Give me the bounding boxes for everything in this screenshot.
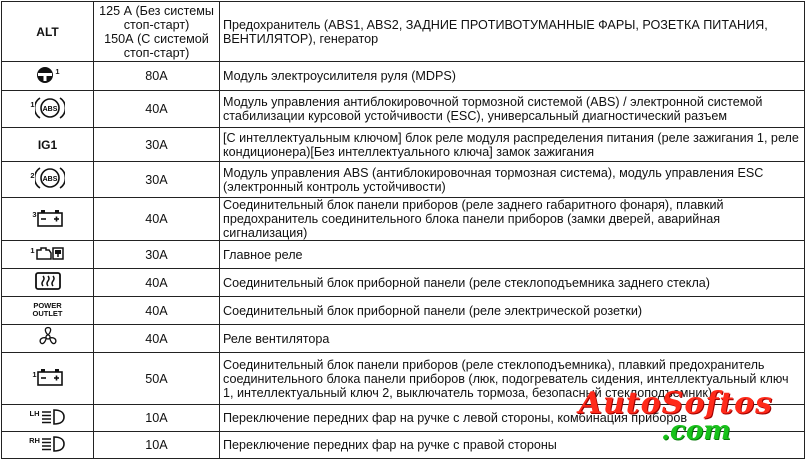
fan-icon — [36, 326, 60, 351]
amperage-value: 40A — [145, 102, 168, 116]
description-text: Главное реле — [223, 247, 303, 262]
description-cell — [220, 297, 805, 325]
symbol-cell — [2, 405, 94, 432]
rear-defroster-icon — [35, 272, 61, 293]
amperage-cell — [94, 297, 220, 325]
amperage-value: 40A — [145, 331, 168, 346]
description-cell — [220, 353, 805, 405]
description-text: Предохранитель (ABS1, ABS2, ЗАДНИЕ ПРОТИВОТУМАННЫЕ ФАРЫ, РОЗЕТКА ПИТАНИЯ, ВЕНТИЛЯТОР), генератор — [223, 17, 768, 46]
table-row — [2, 2, 805, 62]
symbol-index: 2 — [30, 170, 35, 180]
amperage-cell — [94, 128, 220, 162]
battery-icon — [37, 209, 63, 230]
description-cell — [220, 198, 805, 241]
description-cell — [220, 2, 805, 62]
symbol-cell — [2, 198, 94, 241]
symbol-cell — [2, 128, 94, 162]
amperage-cell — [94, 269, 220, 297]
steering-wheel-icon — [35, 66, 55, 87]
symbol-index: LH — [29, 409, 40, 419]
description-cell — [220, 269, 805, 297]
amperage-cell — [94, 198, 220, 241]
symbol-index: 1 — [30, 245, 35, 255]
power-outlet-label: POWER OUTLET — [32, 301, 63, 318]
description-text: Соединительный блок панели приборов (реле заднего габаритного фонаря), плавкий предохранитель соединительного блока панели приборов (замки дверей, аварийная сигнализация) — [223, 198, 724, 240]
amperage-cell — [94, 2, 220, 62]
amperage-value: 40A — [145, 303, 168, 318]
description-cell — [220, 162, 805, 198]
description-text: [С интеллектуальным ключом] блок реле модуля распределения питания (реле зажигания 1, реле кондиционера)[Без интеллектуального ключа] замок зажигания — [223, 130, 799, 159]
amperage-value: 125 А (Без системы стоп-старт) 150А (С системой стоп-старт) — [99, 3, 214, 60]
abs-icon — [35, 95, 65, 124]
description-cell — [220, 241, 805, 269]
amperage-cell — [94, 162, 220, 198]
description-cell — [220, 405, 805, 432]
amperage-value: 10A — [145, 438, 168, 452]
symbol-cell — [2, 325, 94, 353]
table-row — [2, 162, 805, 198]
amperage-value: 40A — [145, 212, 168, 226]
symbol-index: 3 — [32, 210, 37, 220]
symbol-cell — [2, 2, 94, 62]
table-row — [2, 432, 805, 459]
headlamp-icon — [40, 435, 66, 456]
description-text: Модуль электроусилителя руля (MDPS) — [223, 69, 456, 83]
symbol-cell — [2, 62, 94, 91]
description-cell — [220, 62, 805, 91]
amperage-cell — [94, 325, 220, 353]
amperage-cell — [94, 353, 220, 405]
description-text: Переключение передних фар на ручке с правой стороны — [223, 438, 557, 452]
watermark-line2: .com — [660, 416, 731, 446]
alt-label: ALT — [36, 24, 59, 39]
symbol-index: 1 — [30, 100, 35, 110]
description-cell — [220, 325, 805, 353]
table-row — [2, 241, 805, 269]
description-cell — [220, 128, 805, 162]
symbol-cell — [2, 241, 94, 269]
battery-icon — [37, 368, 63, 389]
description-text: Модуль управления ABS (антиблокировочная тормозная система), модуль управления ESC (электронный контроль устойчивости) — [223, 165, 764, 194]
amperage-cell — [94, 432, 220, 459]
amperage-value: 10A — [145, 411, 168, 425]
symbol-cell — [2, 162, 94, 198]
table-row — [2, 198, 805, 241]
amperage-cell — [94, 405, 220, 432]
description-text: Соединительный блок приборной панели (реле стеклоподъемника заднего стекла) — [223, 275, 710, 290]
table-row — [2, 128, 805, 162]
watermark-line1: AutoSoftos — [578, 386, 773, 421]
amperage-cell — [94, 91, 220, 128]
amperage-value: 50A — [145, 371, 168, 386]
description-cell — [220, 432, 805, 459]
symbol-index: 1 — [32, 369, 37, 379]
table-row — [2, 405, 805, 432]
symbol-cell — [2, 269, 94, 297]
symbol-index: RH — [29, 436, 40, 446]
symbol-cell — [2, 297, 94, 325]
svg-text:ABS: ABS — [42, 176, 57, 183]
symbol-cell — [2, 353, 94, 405]
table-row — [2, 62, 805, 91]
main-relay-icon — [35, 245, 65, 264]
symbol-cell — [2, 432, 94, 459]
table-row — [2, 297, 805, 325]
svg-text:ABS: ABS — [42, 105, 57, 113]
table-row — [2, 325, 805, 353]
symbol-index: 1 — [55, 67, 60, 77]
description-text: Соединительный блок приборной панели (реле электрической розетки) — [223, 303, 643, 318]
description-cell — [220, 91, 805, 128]
amperage-value: 40A — [145, 275, 168, 290]
amperage-cell — [94, 241, 220, 269]
headlamp-icon — [40, 408, 66, 429]
symbol-cell — [2, 91, 94, 128]
table-row — [2, 269, 805, 297]
description-text: Переключение передних фар на ручке с левой стороны, комбинация приборов — [223, 411, 688, 425]
amperage-value: 80A — [145, 69, 168, 83]
amperage-value: 30A — [145, 247, 168, 262]
description-text: Соединительный блок панели приборов (реле стеклоподъемника), плавкий предохранитель соединительного блока панели приборов (люк, подогреватель сидения, интеллектуальный ключ 1, интеллектуальный ключ 2, выключатель тормоза, безопасный стеклоподъемник) — [223, 357, 789, 400]
amperage-value: 30A — [145, 137, 168, 152]
abs-icon — [35, 165, 65, 194]
table-row — [2, 91, 805, 128]
description-text: Реле вентилятора — [223, 331, 330, 346]
amperage-cell — [94, 62, 220, 91]
amperage-value: 30A — [145, 172, 168, 187]
description-text: Модуль управления антиблокировочной тормозной системой (ABS) / электронной системой стабилизации курсовой устойчивости (ESC), универсальный диагностический разъем — [223, 95, 763, 123]
fuse-table — [1, 1, 805, 459]
table-row — [2, 353, 805, 405]
ig1-label: IG1 — [37, 137, 58, 152]
